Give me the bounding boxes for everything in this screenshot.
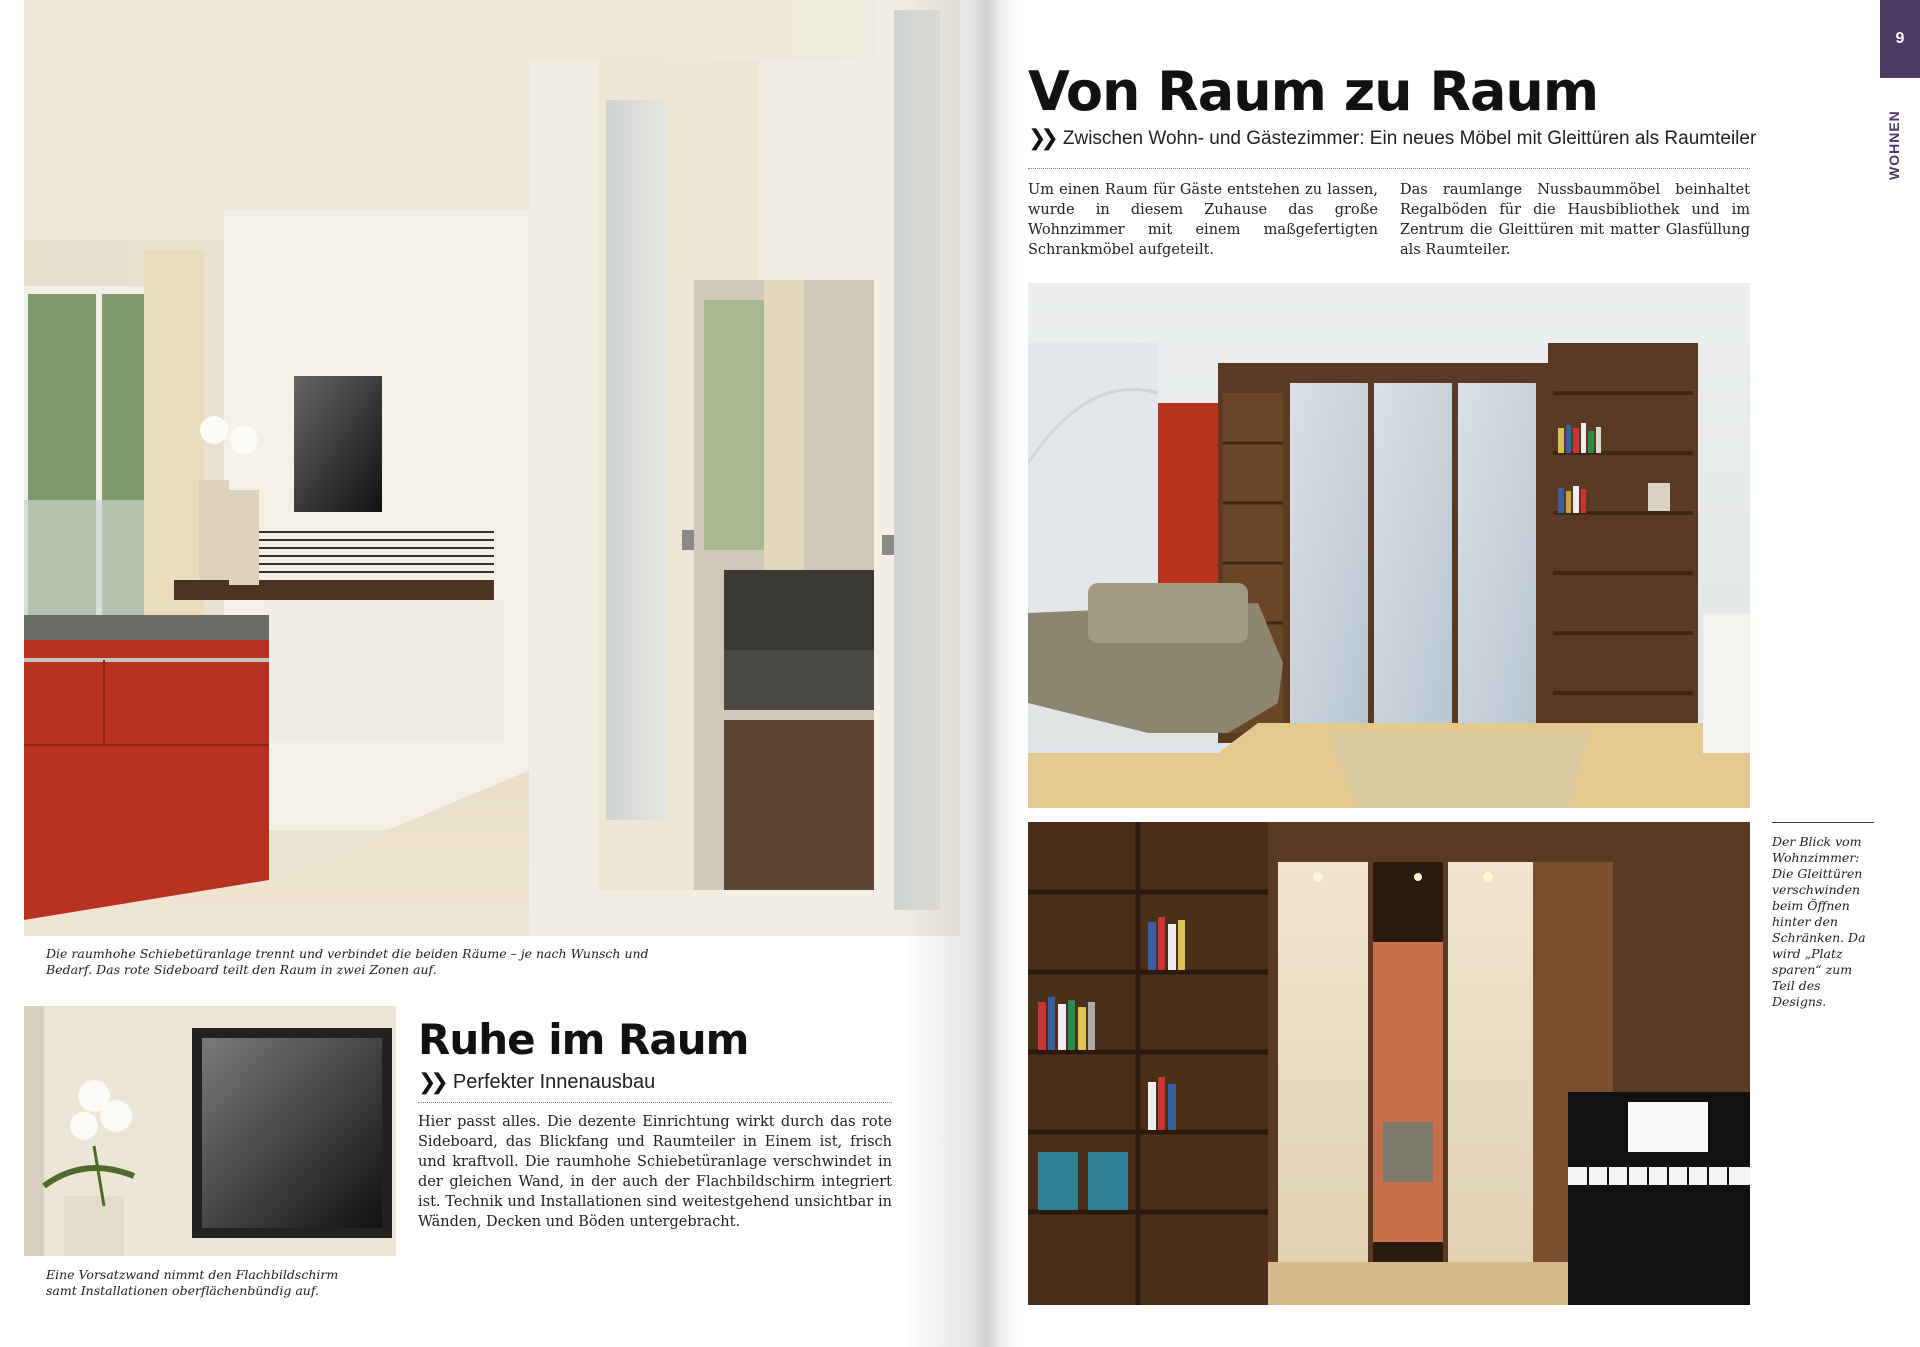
article-body: Hier passt alles. Die dezente Einrichtung wirkt durch das rote Sideboard, das Blickfang und Raumteiler in Einem ist, frisch und kraftvoll. Die raumhohe Schiebetüranlage verschwindet in der gleichen Wand, in der auch der Flachbildschirm integriert ist. Technik und Installationen sind weitestgehend unsichtbar in Wänden, Decken und Böden untergebracht. [418,1114,892,1230]
article-divider [418,1102,892,1103]
wardrobe-view-photo [1028,822,1750,1305]
title-divider [1028,168,1750,169]
page-subtitle-text: Zwischen Wohn- und Gästezimmer: Ein neues Möbel mit Gleittüren als Raumteiler [1062,127,1757,149]
wardrobe-view-illustration [1028,822,1750,1305]
article-title: Ruhe im Raum [418,1015,749,1064]
page-title: Von Raum zu Raum [1028,60,1599,123]
article-subtitle [418,1070,655,1095]
intro-column-1: Um einen Raum für Gäste entstehen zu lassen, wurde in diesem Zuhause das große Wohnzimmer mit einem maßgefertigten Schrankmöbel aufgeteilt. [1028,182,1378,258]
main-photo-caption: Die raumhohe Schiebetüranlage trennt und verbindet die beiden Räume – je nach Wunsch und Bedarf. Das rote Sideboard teilt den Raum in zwei Zonen auf. [46,946,649,977]
right-page [960,0,1920,1347]
page-number-tab [1880,0,1920,78]
side-caption: Der Blick vom Wohnzimmer: Die Gleittüren verschwinden beim Öffnen hinter den Schränken. Da wird „Platz sparen“ zum Teil des Designs. [1772,834,1866,1009]
intro-column-2: Das raumlange Nussbaummöbel beinhaltet Regalböden für die Hausbibliothek und im Zentrum die Gleittüren mit matter Glasfüllung als Raumteiler. [1400,182,1750,258]
living-room-illustration [24,0,960,936]
guest-room-photo [1028,283,1750,808]
tv-wall-illustration [24,1006,396,1256]
double-chevron-icon: ❯❯ [418,1070,443,1095]
page-subtitle [1028,126,1756,151]
side-caption-rule [1772,822,1874,823]
tv-wall-photo [24,1006,396,1256]
article-subtitle-text: Perfekter Innenausbau [452,1071,656,1093]
guest-room-illustration [1028,283,1750,808]
double-chevron-icon: ❯❯ [1028,126,1053,151]
living-room-photo [24,0,960,936]
small-photo-caption: Eine Vorsatzwand nimmt den Flachbildschirm samt Installationen oberflächenbündig auf. [46,1267,339,1298]
section-label: WOHNEN [1886,110,1902,180]
page-number: 9 [1895,30,1905,47]
